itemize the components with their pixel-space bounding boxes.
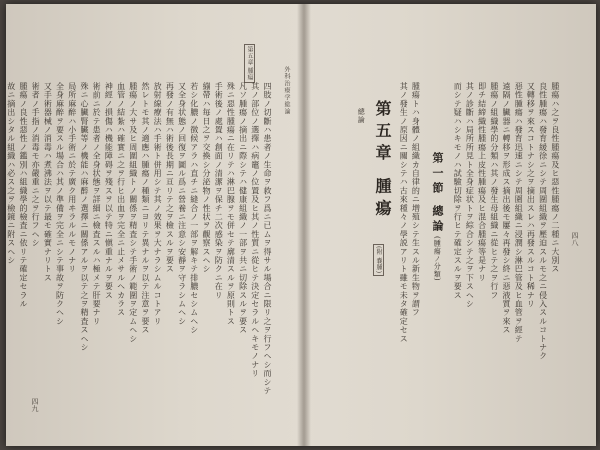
text-line: 其ノ發生ノ原因ニ關シテハ古來種々ノ學説アリト雖モ未タ確定セス (399, 82, 409, 343)
text-line: 術者ノ手指ノ消毒モ亦嚴重ニ之ヲ行フヘシ (31, 82, 41, 248)
intro-text (397, 82, 421, 382)
page-number-right: 四八 (571, 232, 579, 246)
text-line: 繃帶ハ毎日之ヲ交換シ分泌物ノ性状ヲ觀察スヘシ (201, 82, 211, 274)
book-spread (6, 4, 596, 446)
book-gutter (297, 4, 311, 446)
text-line: 殊ニ心臟腎臟等ノ機能ハ麻醉ノ選擇ニ關係アルヲ以テ之ヲ精査スヘシ (79, 82, 89, 352)
text-line: 遠隔ノ臟器ニ轉移ヲ形成ス摘出後モ屢々再發シ終ニ惡液質ヲ來ス (502, 82, 512, 335)
text-line: 又手術器械ノ消毒ハ煮沸法ヲ以テ最モ確實ナリトス (43, 82, 53, 283)
text-line: 故ニ摘出シタル組織ハ必ス之ヲ檢鏡ニ附スヘシ (6, 82, 16, 265)
text-line: 全身麻醉ヲ要スル場合ハ其ノ準備ヲ完全ニシテ事故ヲ防クヘシ (55, 82, 65, 326)
text-line: 局所麻醉ハ小手術ニ於テ廣ク用ヰラルルモノナリ (67, 82, 77, 274)
text-line: 又全身状態ノ回復ヲ圖ル爲ニ營養ニ注意シ安靜ヲ守ラシムヘシ (177, 82, 187, 326)
text-line: 又轉移ヲ來スコトナシ之ヲ摘出スレハ再發スルコト稀ナリ (526, 82, 536, 309)
text-line: 腫瘍ハ之ヲ良性腫瘍及ヒ惡性腫瘍ノ二種ニ大別ス (550, 82, 560, 274)
left-page (6, 4, 297, 446)
text-line: 殊ニ惡性腫瘍ニ在リテハ淋巴腺ヲモ併セテ廓清スルヲ原則トス (226, 82, 236, 326)
text-line: 腫瘍トハ身體ノ組織カ自律的ニ増殖シテ生スル新生物ヲ謂フ (411, 82, 421, 317)
chapter-note: (附 嚢腫) (375, 246, 382, 274)
left-body-text (5, 82, 273, 400)
section-note: (腫瘍ノ分類) (433, 236, 442, 282)
text-line: 腫瘍ノ組織學的分類ハ其ノ發生母組織ニ從ヒテ之ヲ行フ (489, 82, 499, 300)
right-body-text (451, 82, 561, 400)
margin-note: 第五章 腫瘍 (246, 46, 253, 81)
text-line: 凡ソ腫瘍ノ摘出ニ際シテハ健康組織ノ一部ヲ共ニ切除スルヲ要ス (238, 82, 248, 335)
text-line: 即チ結締織性腫瘍上皮性腫瘍及ヒ混合腫瘍等是ナリ (477, 82, 487, 283)
text-line: 再發ノ有無ハ術後長期ニ亘リテ之ヲ檢スルヲ要ス (165, 82, 175, 274)
text-line: 其ノ診斷ハ局所所見ト全身症状トヲ綜合シテ之ヲ下スヘシ (465, 82, 475, 309)
text-line: 腫瘍ノ良性惡性ノ鑑別ハ組織學的檢査ニ依リテ確定セラル (18, 82, 28, 309)
text-line: 若シ化膿ノ徴候アラハ直チニ縫合ノ一部ヲ解キテ排膿セシムヘシ (189, 82, 199, 335)
text-line: 手術後ノ處置ハ創面ノ清潔ヲ保チ二次感染ヲ防クニ在リ (214, 82, 224, 300)
text-line: 血管ノ結紮ハ確實ニ之ヲ行ヒ出血ヲ完全ニ止メサルヘカラス (116, 82, 126, 317)
text-line: 惡性腫瘍ハ發育迅速ニシテ周圍組織ニ浸潤シ淋巴管及ヒ血管ヲ經テ (514, 82, 524, 343)
running-head: 外科治療学総論 (283, 66, 290, 115)
chapter-subtitle: 總論 (357, 108, 366, 124)
page-number-left: 四九 (31, 398, 39, 412)
section-title: 第一節 總論 (431, 152, 444, 235)
text-line: 然レトモ其ノ適應ハ腫瘍ノ種類ニヨリテ異ナルヲ以テ注意ヲ要ス (140, 82, 150, 335)
text-line: 其ノ部位ノ選擇ハ病竈ノ位置及ヒ其ノ性質ニ從ヒテ決定セラルヘキモノナリ (250, 82, 260, 378)
text-line: 腫瘍ノ大サ及ヒ周圍組織トノ關係ヲ精査シテ手術ノ範圍ヲ定ムヘシ (128, 82, 138, 343)
text-line: 術前ニ於テ患者ノ全身状態ヲ詳細ニ檢査スルハ極メテ肝要ナリ (92, 82, 102, 326)
text-line: 良性腫瘍ハ發育緩徐ニシテ周圍組織ヲ壓迫スルモ之ニ侵入スルコトナク (538, 82, 548, 361)
text-line: 神經ノ損傷ハ機能障碍ヲ殘スヲ以テ特ニ愼重ナルヲ要ス (104, 82, 114, 300)
text-line: 而シテ疑ハシキモノハ試驗切除ヲ行ヒテ確定スルヲ要ス (453, 82, 463, 300)
text-line: 四肢ノ切斷ハ患者ノ生命ヲ救フ爲ニ已ムヲ得サル場合ニ限リ之ヲ行フヘシ而シテ (263, 82, 272, 396)
right-page (311, 4, 596, 446)
text-line: 放射線療法ハ手術ト併用シテ其ノ效果ヲ大ナラシムルコトアリ (153, 82, 163, 326)
chapter-title: 第五章 腫瘍 (373, 100, 392, 222)
